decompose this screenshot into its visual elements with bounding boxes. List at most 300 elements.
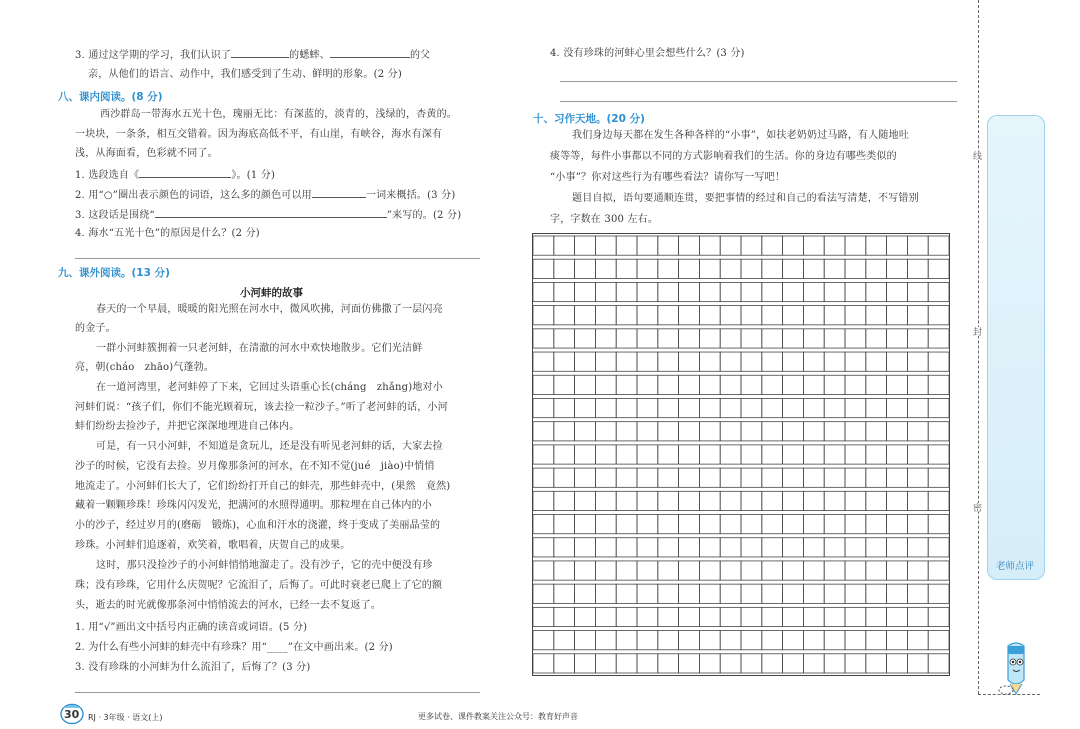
grid-cell[interactable]	[616, 236, 637, 255]
grid-cell[interactable]	[783, 236, 804, 255]
grid-cell[interactable]	[824, 422, 845, 441]
grid-cell[interactable]	[533, 398, 554, 417]
answer-line[interactable]	[75, 258, 480, 259]
grid-cell[interactable]	[907, 654, 928, 673]
grid-cell[interactable]	[928, 282, 949, 301]
grid-cell[interactable]	[845, 329, 866, 348]
grid-cell[interactable]	[679, 584, 700, 603]
grid-cell[interactable]	[616, 515, 637, 534]
grid-cell[interactable]	[866, 398, 887, 417]
grid-cell[interactable]	[887, 236, 908, 255]
grid-cell[interactable]	[845, 259, 866, 278]
grid-cell[interactable]	[637, 398, 658, 417]
grid-cell[interactable]	[720, 584, 741, 603]
grid-cell[interactable]	[887, 468, 908, 487]
grid-cell[interactable]	[762, 282, 783, 301]
grid-cell[interactable]	[741, 329, 762, 348]
grid-cell[interactable]	[554, 538, 575, 557]
grid-cell[interactable]	[679, 561, 700, 580]
grid-cell[interactable]	[658, 468, 679, 487]
grid-cell[interactable]	[637, 491, 658, 510]
grid-cell[interactable]	[928, 398, 949, 417]
grid-cell[interactable]	[928, 306, 949, 325]
grid-cell[interactable]	[679, 259, 700, 278]
grid-cell[interactable]	[803, 306, 824, 325]
grid-cell[interactable]	[866, 607, 887, 626]
grid-cell[interactable]	[616, 306, 637, 325]
answer-line[interactable]	[560, 101, 957, 102]
grid-cell[interactable]	[803, 584, 824, 603]
grid-cell[interactable]	[720, 468, 741, 487]
grid-cell[interactable]	[845, 398, 866, 417]
grid-cell[interactable]	[679, 538, 700, 557]
grid-cell[interactable]	[595, 329, 616, 348]
grid-cell[interactable]	[824, 491, 845, 510]
grid-cell[interactable]	[699, 375, 720, 394]
grid-cell[interactable]	[907, 561, 928, 580]
grid-cell[interactable]	[845, 375, 866, 394]
grid-cell[interactable]	[928, 329, 949, 348]
grid-cell[interactable]	[783, 631, 804, 650]
grid-cell[interactable]	[575, 515, 596, 534]
grid-cell[interactable]	[533, 259, 554, 278]
grid-cell[interactable]	[741, 282, 762, 301]
grid-cell[interactable]	[658, 515, 679, 534]
grid-cell[interactable]	[741, 538, 762, 557]
grid-cell[interactable]	[887, 422, 908, 441]
grid-cell[interactable]	[533, 329, 554, 348]
grid-cell[interactable]	[554, 259, 575, 278]
grid-cell[interactable]	[637, 422, 658, 441]
grid-cell[interactable]	[637, 282, 658, 301]
grid-cell[interactable]	[866, 375, 887, 394]
grid-cell[interactable]	[887, 352, 908, 371]
answer-blank[interactable]	[155, 207, 387, 218]
grid-cell[interactable]	[741, 422, 762, 441]
grid-cell[interactable]	[616, 491, 637, 510]
grid-cell[interactable]	[762, 515, 783, 534]
grid-cell[interactable]	[679, 375, 700, 394]
grid-cell[interactable]	[595, 561, 616, 580]
grid-cell[interactable]	[845, 561, 866, 580]
grid-cell[interactable]	[907, 445, 928, 464]
grid-cell[interactable]	[928, 375, 949, 394]
grid-cell[interactable]	[533, 631, 554, 650]
grid-cell[interactable]	[866, 491, 887, 510]
grid-cell[interactable]	[783, 306, 804, 325]
grid-cell[interactable]	[741, 584, 762, 603]
grid-cell[interactable]	[658, 375, 679, 394]
grid-cell[interactable]	[637, 561, 658, 580]
composition-grid[interactable]	[532, 233, 950, 676]
grid-cell[interactable]	[679, 631, 700, 650]
grid-cell[interactable]	[616, 329, 637, 348]
grid-cell[interactable]	[762, 445, 783, 464]
grid-cell[interactable]	[554, 422, 575, 441]
grid-cell[interactable]	[720, 398, 741, 417]
grid-cell[interactable]	[554, 468, 575, 487]
grid-cell[interactable]	[845, 468, 866, 487]
grid-cell[interactable]	[783, 538, 804, 557]
grid-cell[interactable]	[616, 398, 637, 417]
grid-cell[interactable]	[637, 259, 658, 278]
grid-cell[interactable]	[533, 607, 554, 626]
grid-cell[interactable]	[741, 375, 762, 394]
grid-cell[interactable]	[595, 422, 616, 441]
grid-cell[interactable]	[803, 654, 824, 673]
grid-cell[interactable]	[554, 491, 575, 510]
grid-cell[interactable]	[762, 491, 783, 510]
grid-cell[interactable]	[928, 538, 949, 557]
grid-cell[interactable]	[699, 561, 720, 580]
grid-cell[interactable]	[845, 584, 866, 603]
grid-cell[interactable]	[783, 561, 804, 580]
grid-cell[interactable]	[699, 654, 720, 673]
grid-cell[interactable]	[845, 538, 866, 557]
grid-cell[interactable]	[845, 445, 866, 464]
grid-cell[interactable]	[845, 236, 866, 255]
grid-cell[interactable]	[699, 607, 720, 626]
grid-cell[interactable]	[803, 329, 824, 348]
grid-cell[interactable]	[658, 398, 679, 417]
grid-cell[interactable]	[616, 561, 637, 580]
grid-cell[interactable]	[887, 491, 908, 510]
grid-cell[interactable]	[637, 375, 658, 394]
grid-cell[interactable]	[887, 631, 908, 650]
grid-cell[interactable]	[803, 445, 824, 464]
grid-cell[interactable]	[575, 282, 596, 301]
grid-cell[interactable]	[720, 538, 741, 557]
grid-cell[interactable]	[679, 282, 700, 301]
grid-cell[interactable]	[554, 631, 575, 650]
grid-cell[interactable]	[907, 259, 928, 278]
grid-cell[interactable]	[554, 398, 575, 417]
grid-cell[interactable]	[658, 422, 679, 441]
grid-cell[interactable]	[907, 398, 928, 417]
grid-cell[interactable]	[866, 329, 887, 348]
grid-cell[interactable]	[741, 561, 762, 580]
grid-cell[interactable]	[595, 491, 616, 510]
grid-cell[interactable]	[887, 515, 908, 534]
grid-cell[interactable]	[575, 654, 596, 673]
grid-cell[interactable]	[616, 422, 637, 441]
grid-cell[interactable]	[762, 259, 783, 278]
teacher-comment-panel[interactable]	[987, 115, 1045, 580]
grid-cell[interactable]	[887, 538, 908, 557]
grid-cell[interactable]	[762, 422, 783, 441]
grid-cell[interactable]	[595, 515, 616, 534]
grid-cell[interactable]	[741, 352, 762, 371]
grid-cell[interactable]	[803, 538, 824, 557]
grid-cell[interactable]	[679, 445, 700, 464]
grid-cell[interactable]	[741, 607, 762, 626]
grid-cell[interactable]	[741, 398, 762, 417]
grid-cell[interactable]	[679, 491, 700, 510]
grid-cell[interactable]	[783, 398, 804, 417]
grid-cell[interactable]	[866, 236, 887, 255]
grid-cell[interactable]	[803, 607, 824, 626]
grid-cell[interactable]	[637, 515, 658, 534]
grid-cell[interactable]	[907, 631, 928, 650]
grid-cell[interactable]	[783, 654, 804, 673]
grid-cell[interactable]	[658, 491, 679, 510]
grid-cell[interactable]	[575, 306, 596, 325]
grid-cell[interactable]	[658, 607, 679, 626]
grid-cell[interactable]	[824, 561, 845, 580]
grid-cell[interactable]	[783, 282, 804, 301]
grid-cell[interactable]	[845, 654, 866, 673]
grid-cell[interactable]	[554, 445, 575, 464]
grid-cell[interactable]	[616, 631, 637, 650]
grid-cell[interactable]	[845, 515, 866, 534]
grid-cell[interactable]	[887, 607, 908, 626]
grid-cell[interactable]	[658, 282, 679, 301]
grid-cell[interactable]	[741, 468, 762, 487]
grid-cell[interactable]	[616, 468, 637, 487]
grid-cell[interactable]	[866, 561, 887, 580]
grid-cell[interactable]	[720, 236, 741, 255]
grid-cell[interactable]	[907, 236, 928, 255]
grid-cell[interactable]	[866, 445, 887, 464]
grid-cell[interactable]	[720, 491, 741, 510]
grid-cell[interactable]	[720, 445, 741, 464]
grid-cell[interactable]	[595, 375, 616, 394]
grid-cell[interactable]	[595, 306, 616, 325]
grid-cell[interactable]	[762, 352, 783, 371]
grid-cell[interactable]	[783, 329, 804, 348]
grid-cell[interactable]	[720, 422, 741, 441]
grid-cell[interactable]	[741, 631, 762, 650]
grid-cell[interactable]	[824, 468, 845, 487]
grid-cell[interactable]	[928, 236, 949, 255]
grid-cell[interactable]	[928, 468, 949, 487]
answer-blank[interactable]	[330, 47, 410, 58]
grid-cell[interactable]	[887, 584, 908, 603]
grid-cell[interactable]	[699, 515, 720, 534]
grid-cell[interactable]	[866, 282, 887, 301]
grid-cell[interactable]	[679, 236, 700, 255]
grid-cell[interactable]	[616, 445, 637, 464]
grid-cell[interactable]	[741, 259, 762, 278]
grid-cell[interactable]	[699, 538, 720, 557]
grid-cell[interactable]	[845, 422, 866, 441]
grid-cell[interactable]	[575, 422, 596, 441]
grid-cell[interactable]	[575, 584, 596, 603]
grid-cell[interactable]	[783, 515, 804, 534]
grid-cell[interactable]	[824, 538, 845, 557]
grid-cell[interactable]	[720, 306, 741, 325]
grid-cell[interactable]	[679, 352, 700, 371]
grid-cell[interactable]	[637, 306, 658, 325]
grid-cell[interactable]	[616, 654, 637, 673]
grid-cell[interactable]	[699, 282, 720, 301]
grid-cell[interactable]	[803, 259, 824, 278]
grid-cell[interactable]	[783, 445, 804, 464]
grid-cell[interactable]	[616, 282, 637, 301]
grid-cell[interactable]	[699, 329, 720, 348]
grid-cell[interactable]	[928, 352, 949, 371]
grid-cell[interactable]	[928, 607, 949, 626]
grid-cell[interactable]	[824, 398, 845, 417]
grid-cell[interactable]	[699, 306, 720, 325]
grid-cell[interactable]	[679, 422, 700, 441]
grid-cell[interactable]	[803, 352, 824, 371]
grid-cell[interactable]	[887, 445, 908, 464]
grid-cell[interactable]	[616, 375, 637, 394]
grid-cell[interactable]	[762, 468, 783, 487]
grid-cell[interactable]	[762, 398, 783, 417]
grid-cell[interactable]	[679, 654, 700, 673]
grid-cell[interactable]	[554, 375, 575, 394]
grid-cell[interactable]	[907, 306, 928, 325]
grid-cell[interactable]	[783, 584, 804, 603]
grid-cell[interactable]	[824, 236, 845, 255]
grid-cell[interactable]	[803, 282, 824, 301]
grid-cell[interactable]	[928, 561, 949, 580]
grid-cell[interactable]	[575, 468, 596, 487]
grid-cell[interactable]	[845, 607, 866, 626]
grid-cell[interactable]	[803, 398, 824, 417]
grid-cell[interactable]	[845, 306, 866, 325]
grid-cell[interactable]	[699, 236, 720, 255]
grid-cell[interactable]	[928, 631, 949, 650]
grid-cell[interactable]	[616, 259, 637, 278]
grid-cell[interactable]	[907, 329, 928, 348]
grid-cell[interactable]	[575, 352, 596, 371]
grid-cell[interactable]	[762, 654, 783, 673]
grid-cell[interactable]	[887, 654, 908, 673]
grid-cell[interactable]	[803, 375, 824, 394]
grid-cell[interactable]	[595, 282, 616, 301]
grid-cell[interactable]	[887, 259, 908, 278]
grid-cell[interactable]	[616, 607, 637, 626]
grid-cell[interactable]	[575, 631, 596, 650]
grid-cell[interactable]	[637, 607, 658, 626]
grid-cell[interactable]	[783, 468, 804, 487]
grid-cell[interactable]	[595, 584, 616, 603]
grid-cell[interactable]	[928, 654, 949, 673]
grid-cell[interactable]	[887, 306, 908, 325]
grid-cell[interactable]	[658, 306, 679, 325]
grid-cell[interactable]	[575, 538, 596, 557]
grid-cell[interactable]	[866, 352, 887, 371]
grid-cell[interactable]	[699, 398, 720, 417]
grid-cell[interactable]	[762, 236, 783, 255]
grid-cell[interactable]	[720, 561, 741, 580]
grid-cell[interactable]	[824, 329, 845, 348]
grid-cell[interactable]	[679, 607, 700, 626]
grid-cell[interactable]	[720, 654, 741, 673]
grid-cell[interactable]	[533, 306, 554, 325]
grid-cell[interactable]	[533, 515, 554, 534]
grid-cell[interactable]	[928, 515, 949, 534]
grid-cell[interactable]	[741, 491, 762, 510]
grid-cell[interactable]	[533, 654, 554, 673]
grid-cell[interactable]	[575, 491, 596, 510]
grid-cell[interactable]	[907, 584, 928, 603]
grid-cell[interactable]	[658, 654, 679, 673]
grid-cell[interactable]	[762, 607, 783, 626]
grid-cell[interactable]	[637, 538, 658, 557]
grid-cell[interactable]	[533, 561, 554, 580]
grid-cell[interactable]	[595, 631, 616, 650]
grid-cell[interactable]	[824, 375, 845, 394]
grid-cell[interactable]	[595, 445, 616, 464]
grid-cell[interactable]	[699, 584, 720, 603]
grid-cell[interactable]	[845, 631, 866, 650]
grid-cell[interactable]	[658, 329, 679, 348]
grid-cell[interactable]	[741, 445, 762, 464]
grid-cell[interactable]	[887, 329, 908, 348]
grid-cell[interactable]	[699, 445, 720, 464]
grid-cell[interactable]	[679, 398, 700, 417]
grid-cell[interactable]	[575, 561, 596, 580]
grid-cell[interactable]	[720, 631, 741, 650]
grid-cell[interactable]	[658, 538, 679, 557]
grid-cell[interactable]	[866, 259, 887, 278]
grid-cell[interactable]	[720, 607, 741, 626]
grid-cell[interactable]	[866, 468, 887, 487]
grid-cell[interactable]	[658, 236, 679, 255]
grid-cell[interactable]	[783, 375, 804, 394]
grid-cell[interactable]	[554, 306, 575, 325]
grid-cell[interactable]	[637, 329, 658, 348]
grid-cell[interactable]	[637, 654, 658, 673]
grid-cell[interactable]	[824, 584, 845, 603]
answer-line[interactable]	[560, 81, 957, 82]
grid-cell[interactable]	[533, 445, 554, 464]
grid-cell[interactable]	[907, 352, 928, 371]
grid-cell[interactable]	[533, 236, 554, 255]
grid-cell[interactable]	[741, 515, 762, 534]
grid-cell[interactable]	[533, 282, 554, 301]
grid-cell[interactable]	[533, 422, 554, 441]
grid-cell[interactable]	[679, 468, 700, 487]
grid-cell[interactable]	[866, 515, 887, 534]
grid-cell[interactable]	[907, 607, 928, 626]
grid-cell[interactable]	[658, 352, 679, 371]
grid-cell[interactable]	[637, 236, 658, 255]
grid-cell[interactable]	[554, 282, 575, 301]
grid-cell[interactable]	[699, 422, 720, 441]
grid-cell[interactable]	[741, 306, 762, 325]
grid-cell[interactable]	[720, 515, 741, 534]
grid-cell[interactable]	[824, 515, 845, 534]
grid-cell[interactable]	[616, 538, 637, 557]
grid-cell[interactable]	[720, 352, 741, 371]
grid-cell[interactable]	[783, 352, 804, 371]
grid-cell[interactable]	[928, 491, 949, 510]
grid-cell[interactable]	[741, 654, 762, 673]
grid-cell[interactable]	[803, 631, 824, 650]
grid-cell[interactable]	[554, 236, 575, 255]
grid-cell[interactable]	[595, 468, 616, 487]
grid-cell[interactable]	[824, 352, 845, 371]
grid-cell[interactable]	[803, 515, 824, 534]
grid-cell[interactable]	[575, 398, 596, 417]
grid-cell[interactable]	[720, 282, 741, 301]
grid-cell[interactable]	[679, 515, 700, 534]
grid-cell[interactable]	[699, 491, 720, 510]
grid-cell[interactable]	[907, 468, 928, 487]
grid-cell[interactable]	[554, 561, 575, 580]
grid-cell[interactable]	[762, 584, 783, 603]
grid-cell[interactable]	[575, 329, 596, 348]
grid-cell[interactable]	[866, 422, 887, 441]
grid-cell[interactable]	[762, 561, 783, 580]
grid-cell[interactable]	[616, 352, 637, 371]
grid-cell[interactable]	[679, 306, 700, 325]
